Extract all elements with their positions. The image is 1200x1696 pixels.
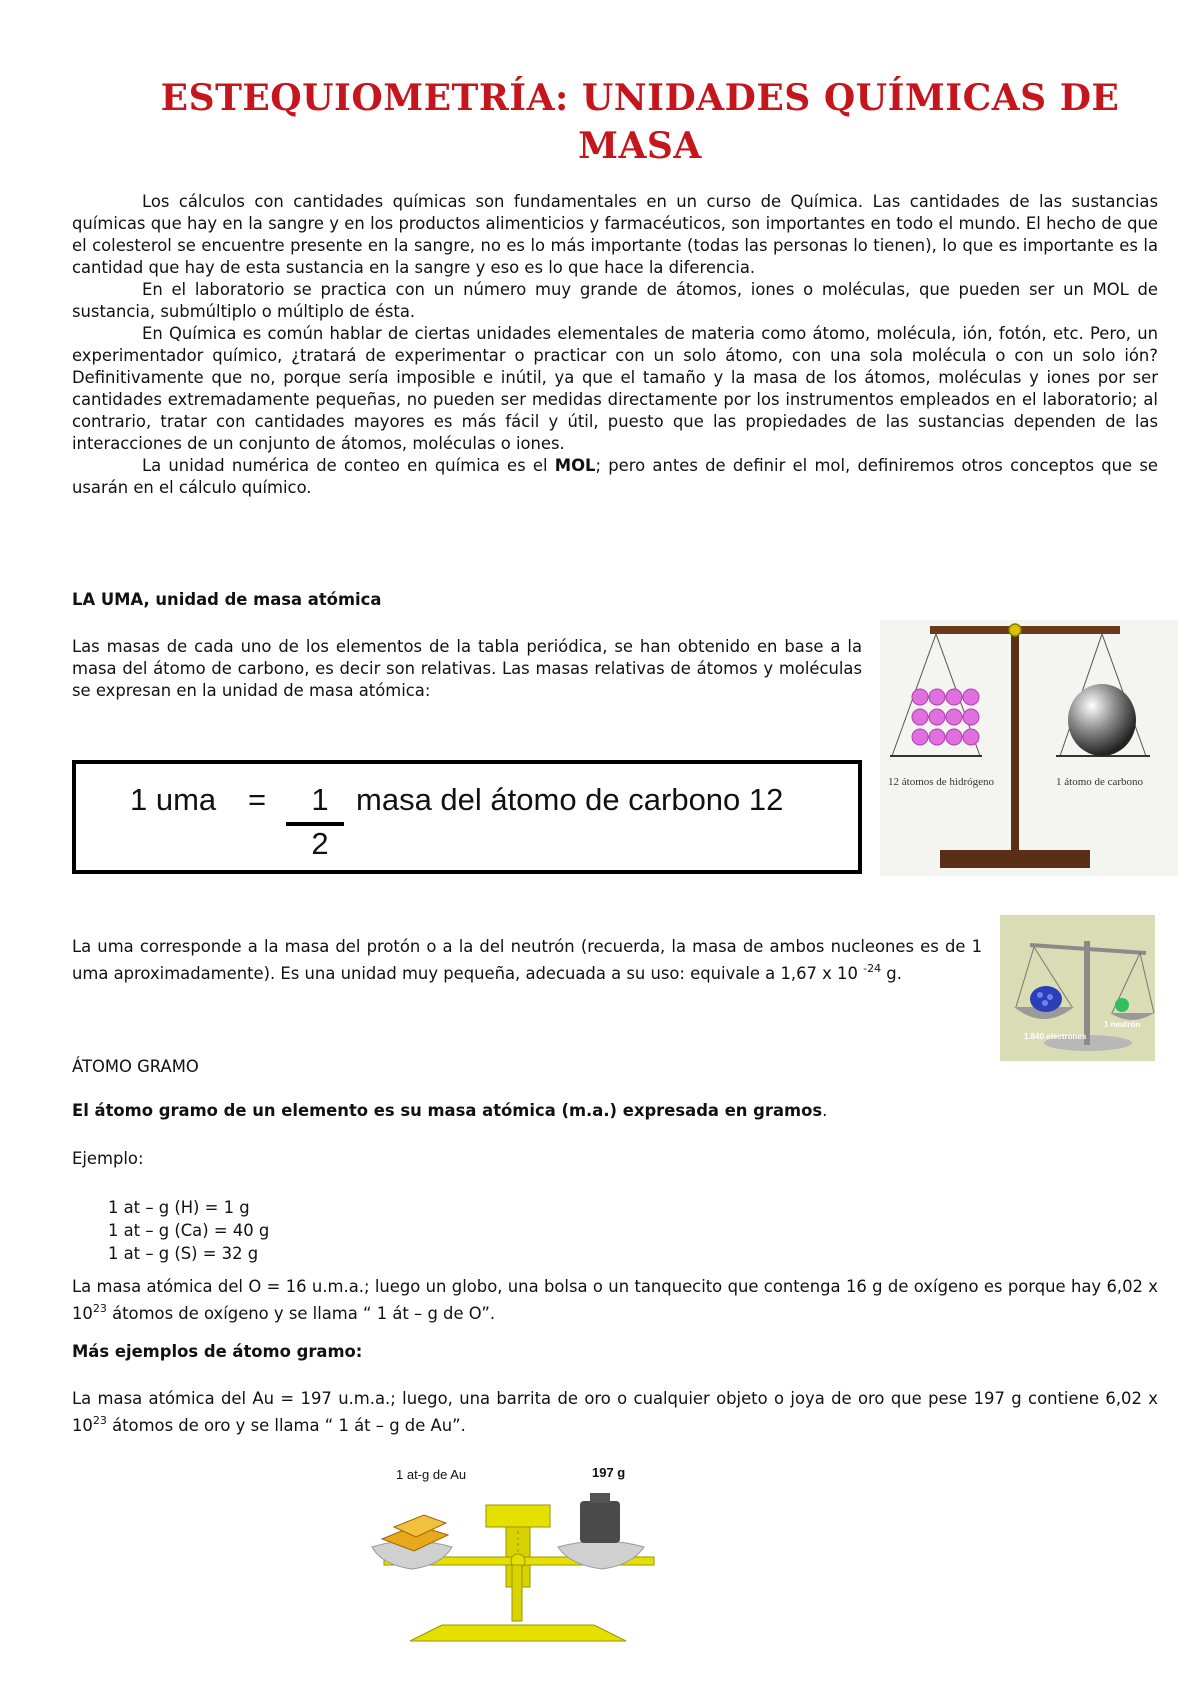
img1-caption-left: 12 átomos de hidrógeno — [888, 776, 995, 788]
example-list — [108, 1196, 269, 1265]
example-item: 1 at – g (S) = 32 g — [108, 1244, 259, 1263]
img1-caption-right: 1 átomo de carbono — [1056, 776, 1144, 788]
atomo-gramo-heading — [72, 1057, 199, 1076]
page-title: ESTEQUIOMETRÍA: UNIDADES QUÍMICAS DE MASA — [160, 77, 1120, 167]
gold-text-a: La masa atómica del Au = 197 u.m.a.; luego, una barrita de oro o cualquier objeto o joya de oro que pese 197 g contiene 6,02 x 10 — [72, 1389, 1158, 1435]
uma-exponent: -24 — [863, 962, 882, 975]
uma-paragraph: Las masas de cada uno de los elementos de la tabla periódica, se han obtenido en base a la masa del átomo de carbono, es decir son relativas. Las masas relativas de átomos y moléculas se expresan en la unidad de masa atómica: — [72, 637, 862, 700]
oxygen-text-a: La masa atómica del O = 16 u.m.a.; luego un globo, una bolsa o un tanquecito que contenga 16 g de oxígeno es porque hay 6,02 x 10 — [72, 1277, 1158, 1323]
definition-text: El átomo gramo de un elemento es su masa atómica (m.a.) expresada en gramos — [72, 1101, 823, 1120]
balance-electrons-neutron-image — [1000, 915, 1155, 1061]
img2-caption-left: 1.840 electrones — [1024, 1032, 1087, 1041]
balance-hydrogen-carbon-image — [880, 620, 1178, 876]
img2-caption-right: 1 neutrón — [1104, 1020, 1141, 1029]
intro-paragraph-1: Los cálculos con cantidades químicas son fundamentales en un curso de Química. Las cantidades de las sustancias químicas que hay en la sangre y en los productos alimenticios y farmacéuticos, son importantes en todo el mundo. El hecho de que el colesterol se encuentre presente en la sangre, no es lo más importante (todas las personas lo tienen), lo que es importante es la cantidad que hay de esta sustancia en la sangre y eso es lo que hace la diferencia. — [72, 192, 1158, 277]
gold-paragraph — [72, 1388, 1158, 1437]
example-item: 1 at – g (H) = 1 g — [108, 1198, 250, 1217]
img3-label-right: 197 g — [592, 1465, 626, 1480]
intro-paragraph-4 — [72, 455, 1158, 499]
mol-term: MOL — [554, 456, 596, 475]
gold-exponent: 23 — [92, 1414, 107, 1427]
definition-end: . — [822, 1101, 828, 1120]
atomo-gramo-heading-text: ÁTOMO GRAMO — [72, 1057, 199, 1076]
formula-numerator: 1 — [311, 782, 329, 817]
formula-right: masa del átomo de carbono 12 — [356, 782, 784, 817]
intro-section — [72, 191, 1158, 499]
intro-paragraph-2: En el laboratorio se practica con un número muy grande de átomos, iones o moléculas, que pueden ser un MOL de sustancia, submúltiplo o múltiplo de ésta. — [72, 280, 1158, 321]
formula-denominator: 2 — [311, 826, 329, 861]
p4-text-a: La unidad numérica de conteo en química es el — [142, 456, 555, 475]
uma-formula-box — [72, 760, 862, 874]
uma-heading: LA UMA, unidad de masa atómica — [72, 590, 382, 609]
uma-text2-a: La uma corresponde a la masa del protón o a la del neutrón (recuerda, la masa de ambos nucleones es de 1 uma aproximadamente). Es una unidad muy pequeña, adecuada a su uso: equivale a 1,67 x 10 — [72, 937, 982, 983]
formula-equals: = — [248, 782, 267, 817]
example-label: Ejemplo: — [72, 1149, 144, 1168]
gold-text-b: átomos de oro y se llama “ 1 át – g de Au”. — [106, 1416, 466, 1435]
intro-paragraph-3: En Química es común hablar de ciertas unidades elementales de materia como átomo, molécula, ión, fotón, etc. Pero, un experimentador químico, ¿tratará de experimentar o practicar con un solo átomo, con una sola molécula o con un solo ión? Definitivamente que no, porque sería imposible e inútil, ya que el tamaño y la masa de los átomos, moléculas y iones por ser cantidades extremadamente pequeñas, no pueden ser medidas directamente por los instrumentos empleados en el laboratorio; al contrario, tratar con cantidades mayores es más fácil y útil, puesto que las propiedades de las sustancias dependen de las interacciones de un conjunto de átomos, moléculas o iones. — [72, 324, 1158, 453]
formula-left: 1 uma — [130, 782, 217, 817]
p4-text-c: ; pero antes de definir el mol, definiremos otros conceptos que se usarán en el cálculo químico. — [72, 456, 1158, 497]
oxygen-exponent: 23 — [92, 1302, 107, 1315]
uma-paragraph-2 — [72, 936, 982, 985]
gold-balance-image — [370, 1465, 700, 1645]
oxygen-text-b: átomos de oxígeno y se llama “ 1 át – g de O”. — [106, 1304, 496, 1323]
more-examples-heading: Más ejemplos de átomo gramo: — [72, 1342, 363, 1361]
oxygen-paragraph — [72, 1276, 1158, 1325]
example-item: 1 at – g (Ca) = 40 g — [108, 1221, 270, 1240]
uma-text2-b: g. — [881, 964, 902, 983]
img3-label-left: 1 at-g de Au — [396, 1467, 467, 1482]
atomo-gramo-definition — [72, 1101, 827, 1120]
